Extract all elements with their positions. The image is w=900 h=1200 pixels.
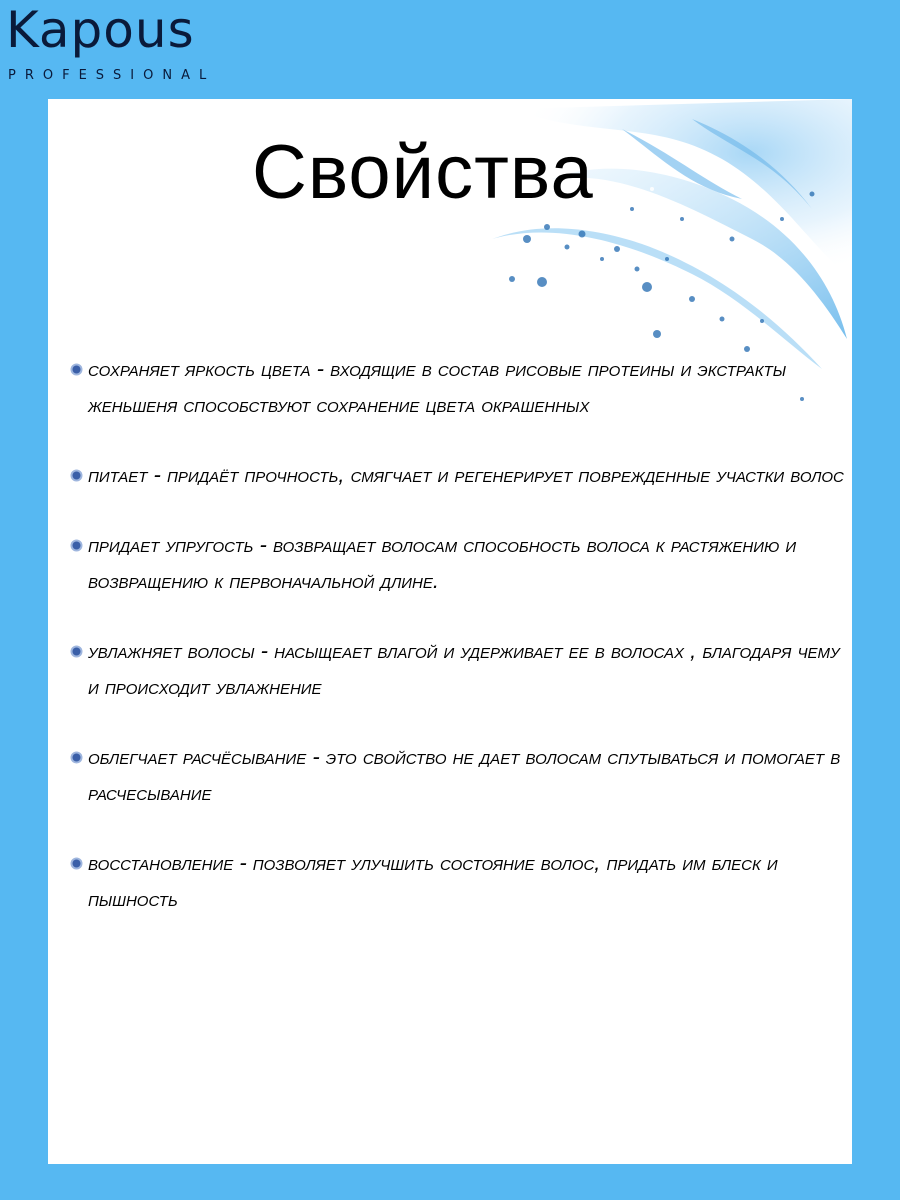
bullet-icon (70, 363, 83, 376)
list-item (70, 457, 850, 493)
brand-logo (6, 0, 215, 83)
brand-subtitle: PROFESSIONAL (8, 68, 216, 83)
list-item-text: восстановление - позволяет улучшить состояние волос, придать им блеск и пышность (88, 850, 778, 911)
list-item-text: питает - придаёт прочность, смягчает и регенерирует поврежденные участки волос (88, 462, 844, 487)
list-item-text: придает упругость - возвращает волосам способность волоса к растяжению и возвращению к первоначальной длине. (88, 532, 797, 593)
list-item (70, 633, 850, 705)
properties-list (70, 351, 850, 951)
bullet-icon (70, 645, 83, 658)
list-item-text: облегчает расчёсывание - это свойство не дает волосам спутываться и помогает в расчесывание (88, 744, 841, 805)
bullet-icon (70, 857, 83, 870)
page-title: Свойства (252, 130, 594, 215)
list-item-text: увлажняет волосы - насыщеает влагой и удерживает ее в волосах , благодаря чему и происходит увлажнение (88, 638, 840, 699)
list-item (70, 527, 850, 599)
bullet-icon (70, 469, 83, 482)
list-item (70, 845, 850, 917)
list-item (70, 739, 850, 811)
brand-name: Kapous (6, 1, 195, 59)
list-item-text: сохраняет яркость цвета - входящие в состав рисовые протеины и экстракты женьшеня способствуют сохранение цвета окрашенных (88, 356, 787, 417)
list-item (70, 351, 850, 423)
bullet-icon (70, 539, 83, 552)
content-card (48, 99, 852, 1164)
bullet-icon (70, 751, 83, 764)
